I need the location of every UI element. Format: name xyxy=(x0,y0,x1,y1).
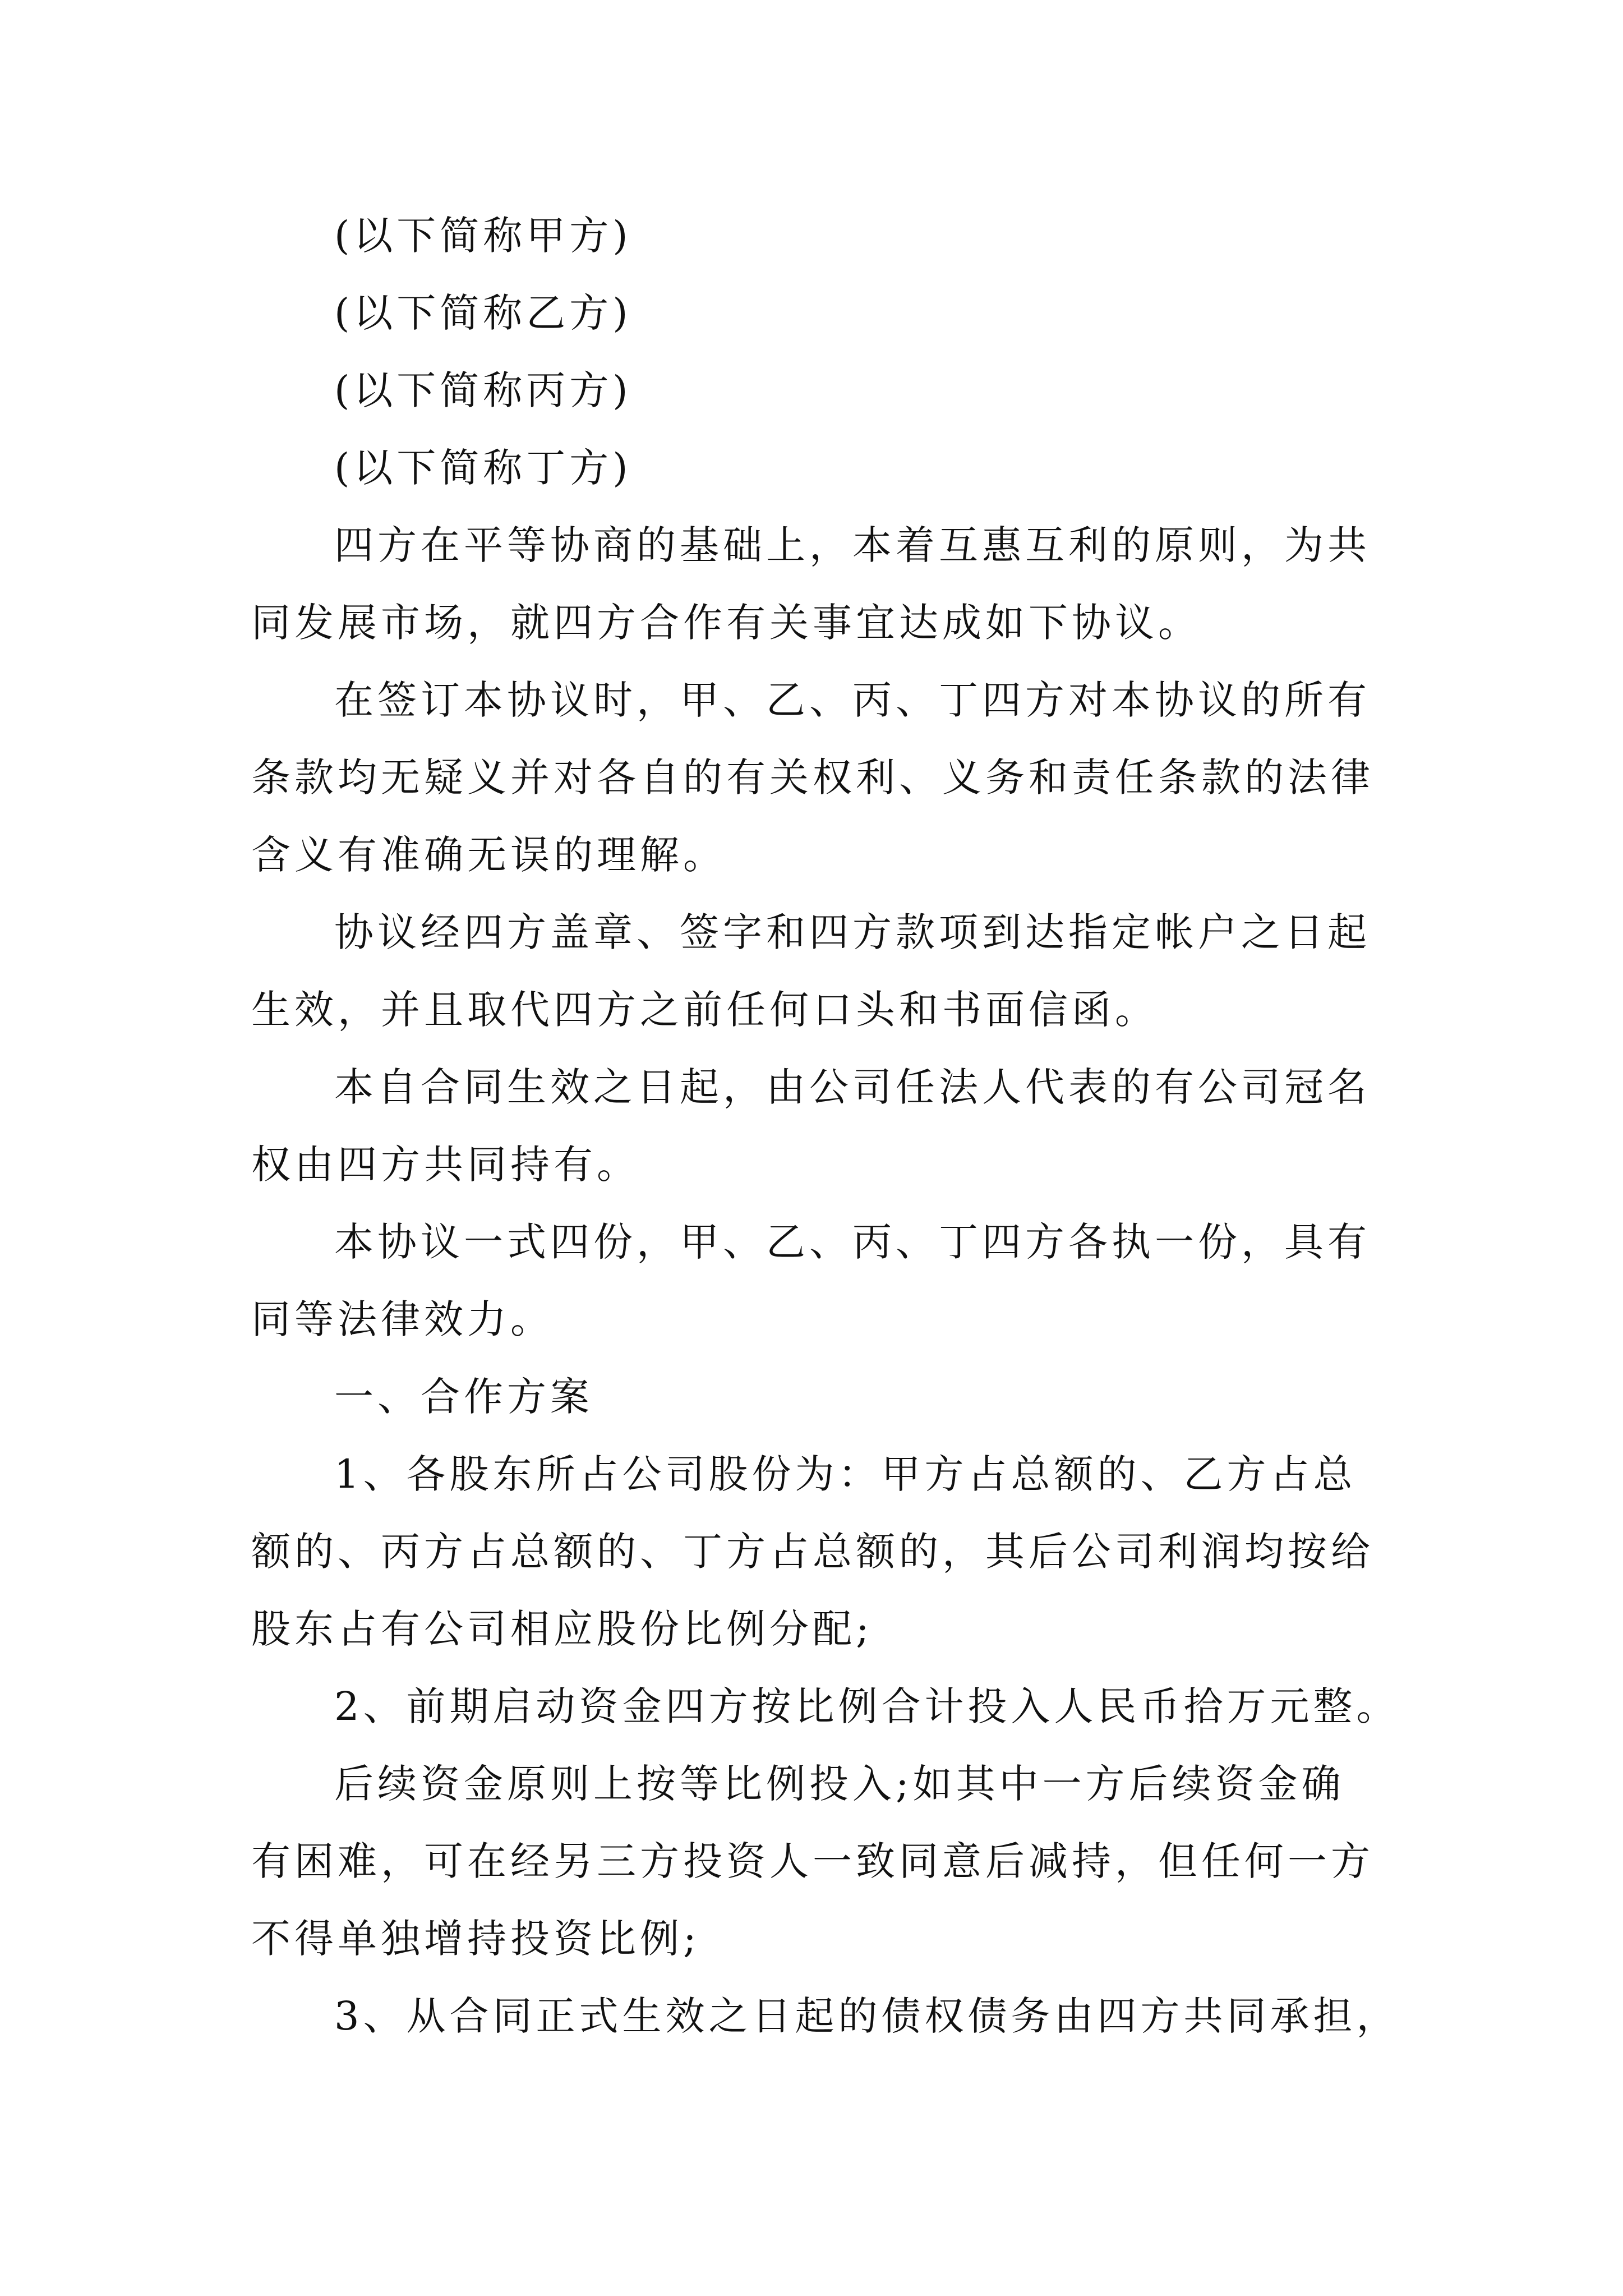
text-line: 权由四方共同持有。 xyxy=(251,1142,640,1188)
text-line: 后续资金原则上按等比例投入;如其中一方后续资金确 xyxy=(334,1761,1345,1807)
text-line: 股东占有公司相应股份比例分配; xyxy=(251,1606,873,1652)
text-line: 有困难，可在经另三方投资人一致同意后减持，但任何一方 xyxy=(251,1838,1374,1884)
text-line: 额的、丙方占总额的、丁方占总额的，其后公司利润均按给 xyxy=(251,1529,1374,1575)
text-line: 2、前期启动资金四方按比例合计投入人民币拾万元整。 xyxy=(334,1683,1400,1729)
text-line: 1、各股东所占公司股份为：甲方占总额的、乙方占总 xyxy=(334,1451,1357,1497)
text-line: 四方在平等协商的基础上，本着互惠互利的原则，为共 xyxy=(334,522,1371,568)
text-line: (以下简称丙方) xyxy=(334,367,632,413)
text-line: 同发展市场，就四方合作有关事宜达成如下协议。 xyxy=(251,600,1201,646)
text-line: 不得单独增持投资比例; xyxy=(251,1916,700,1962)
text-line: 本自合同生效之日起，由公司任法人代表的有公司冠名 xyxy=(334,1064,1371,1110)
text-line: 同等法律效力。 xyxy=(251,1296,554,1342)
text-line: 协议经四方盖章、签字和四方款项到达指定帐户之日起 xyxy=(334,909,1371,955)
text-line: 本协议一式四份，甲、乙、丙、丁四方各执一份，具有 xyxy=(334,1219,1371,1265)
text-line: (以下简称丁方) xyxy=(334,445,632,491)
text-line: 在签订本协议时，甲、乙、丙、丁四方对本协议的所有 xyxy=(334,677,1371,723)
text-line: 含义有准确无误的理解。 xyxy=(251,832,726,878)
text-line: 条款均无疑义并对各自的有关权利、义务和责任条款的法律 xyxy=(251,754,1374,800)
text-line: 3、从合同正式生效之日起的债权债务由四方共同承担， xyxy=(334,1993,1400,2039)
text-line: 生效，并且取代四方之前任何口头和书面信函。 xyxy=(251,987,1158,1033)
text-line: (以下简称甲方) xyxy=(334,213,632,259)
text-line: (以下简称乙方) xyxy=(334,290,632,336)
section-heading: 一、合作方案 xyxy=(334,1374,593,1420)
